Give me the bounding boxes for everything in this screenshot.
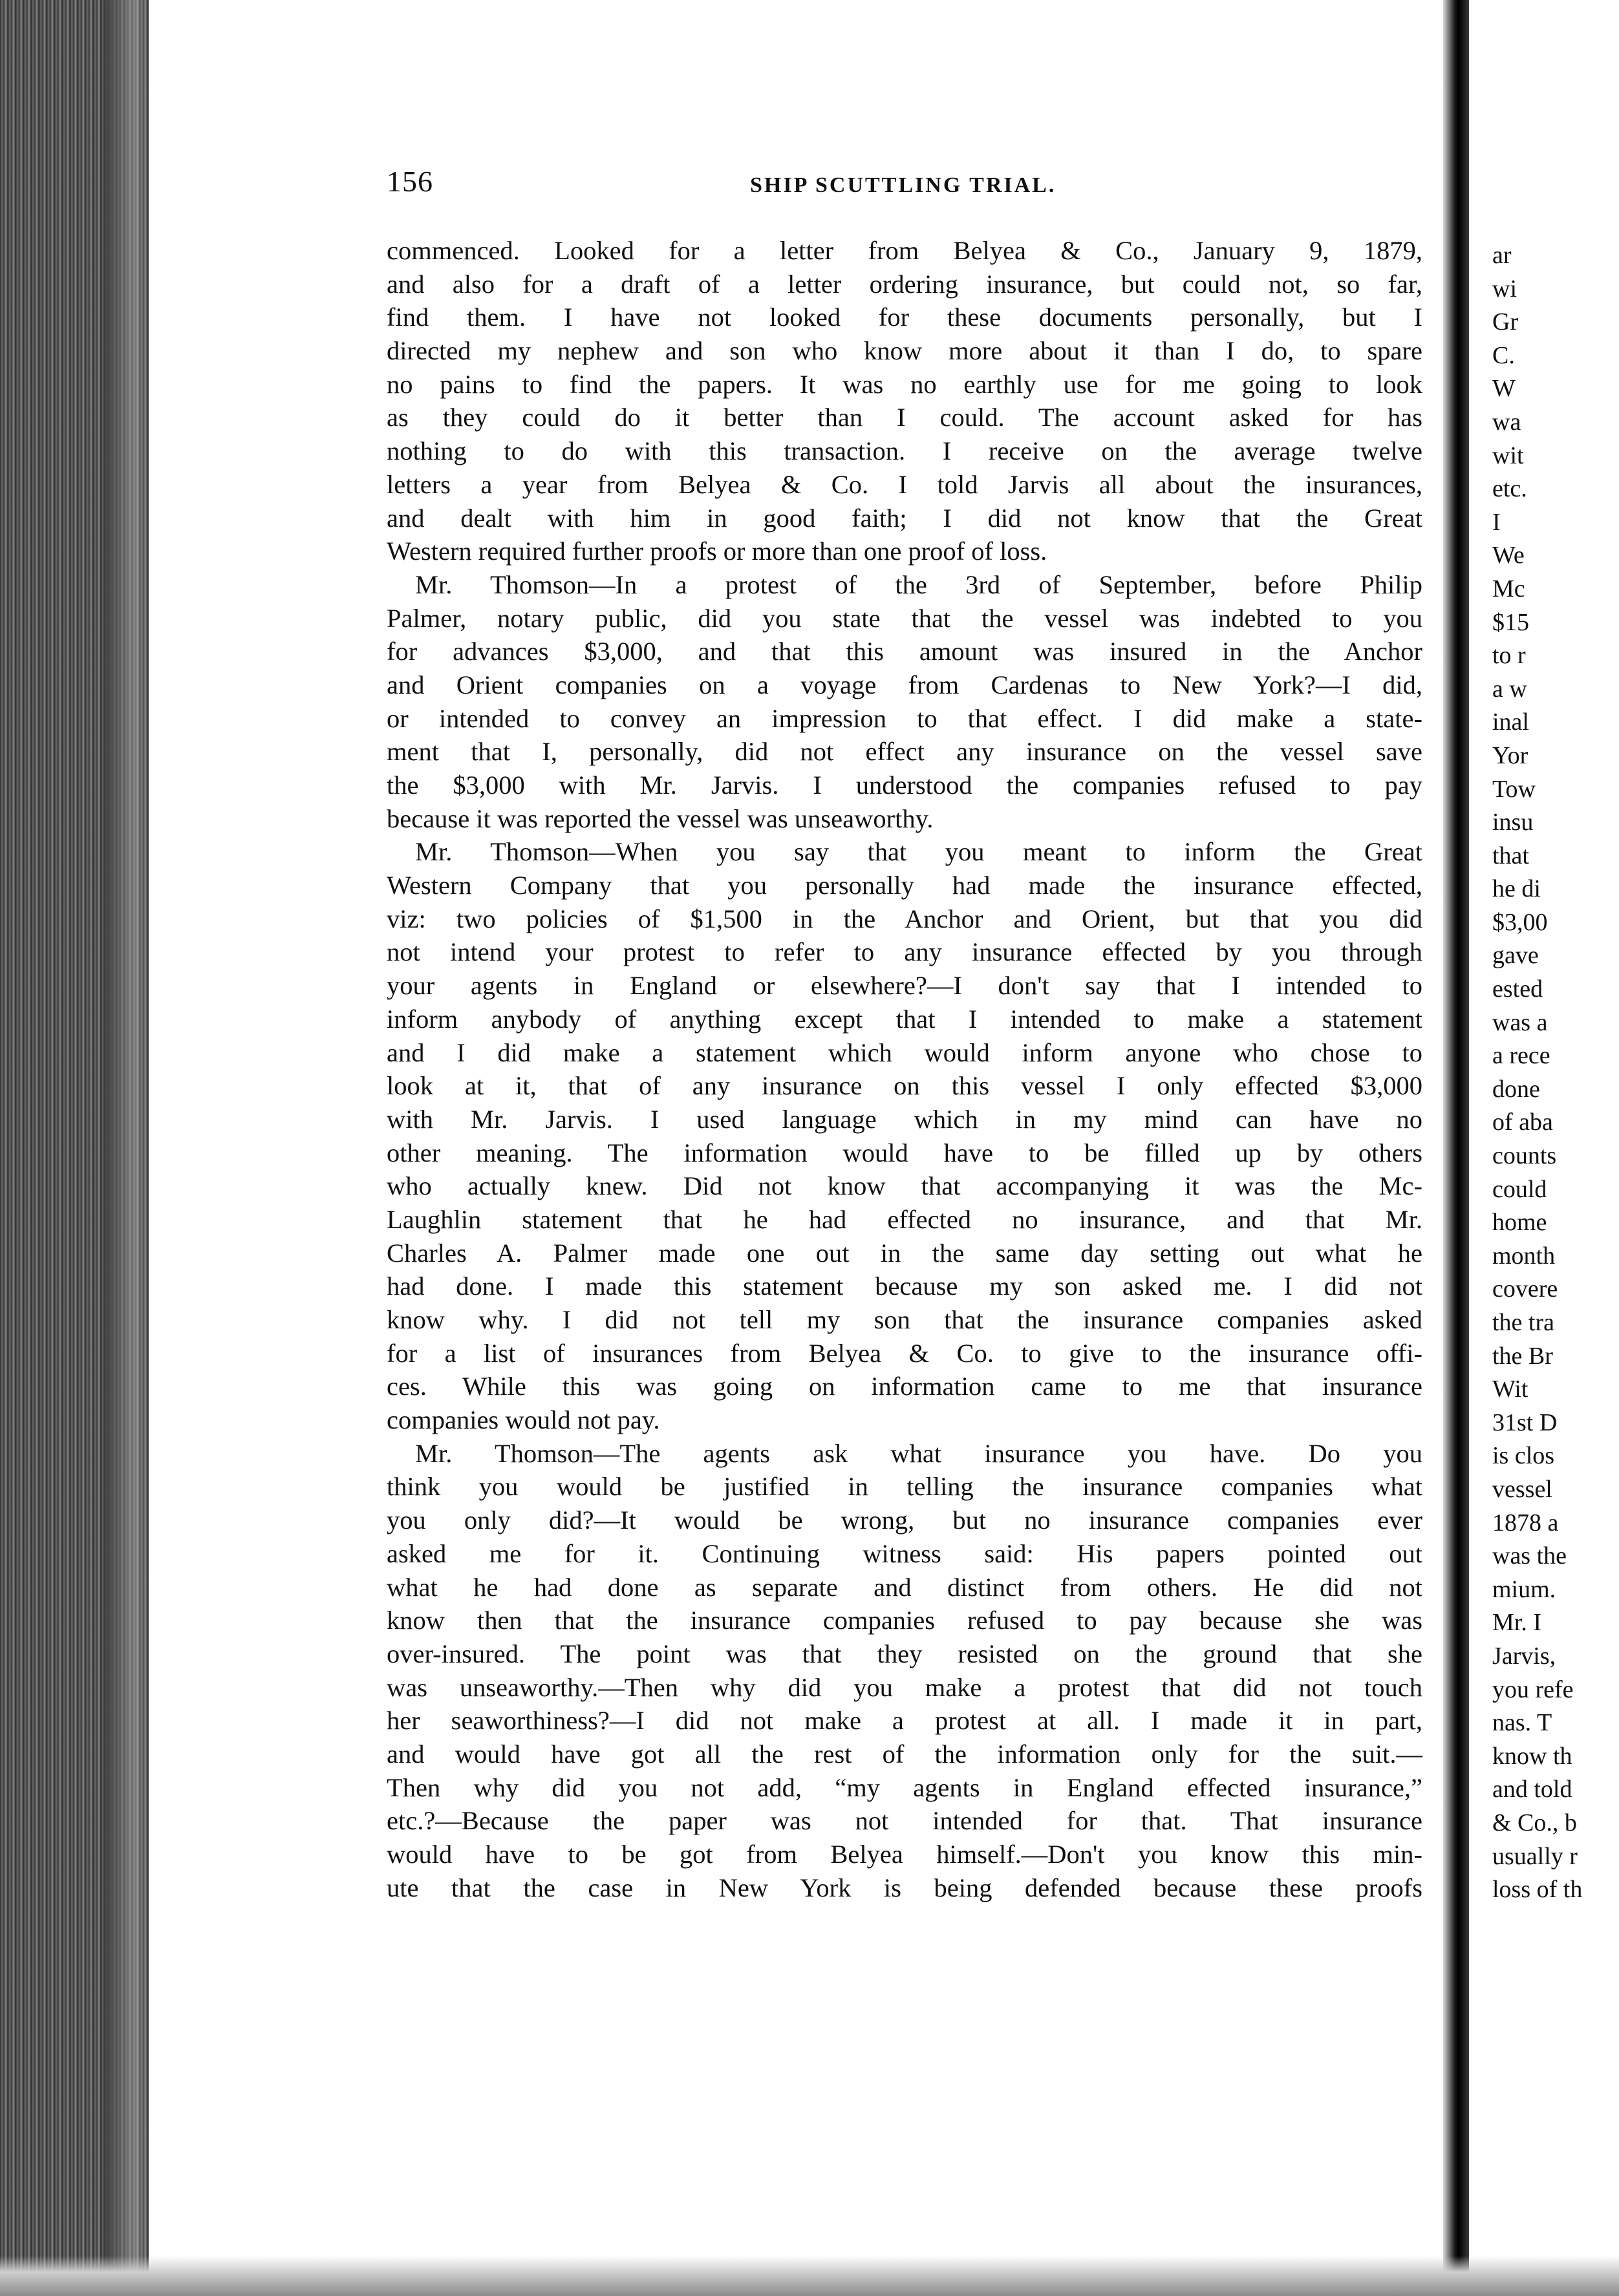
scan-bottom-edge [0, 2256, 1619, 2296]
text-line: what he had done as separate and distinct from others. He did not [387, 1572, 1422, 1602]
facing-line: $3,00 [1492, 908, 1548, 936]
facing-line: the tra [1492, 1309, 1555, 1336]
text-line: nothing to do with this transaction. I receive on the average twelve [387, 436, 1422, 466]
text-line: the $3,000 with Mr. Jarvis. I understood the companies refused to pay [387, 771, 1422, 800]
facing-line: mium. [1492, 1575, 1556, 1603]
body-text [387, 234, 1422, 1904]
text-line: because it was reported the vessel was unseaworthy. [387, 803, 934, 833]
facing-line: & Co., b [1492, 1809, 1577, 1836]
facing-line: know th [1492, 1742, 1572, 1770]
text-line: viz: two policies of $1,500 in the Anchor and Orient, but that you did [387, 904, 1422, 933]
facing-line: you refe [1492, 1675, 1574, 1703]
facing-line: I [1492, 508, 1501, 536]
text-line: Mr. Thomson—In a protest of the 3rd of September, before Philip [415, 569, 1422, 599]
facing-line: done [1492, 1075, 1540, 1103]
facing-line: covere [1492, 1275, 1558, 1303]
facing-line: 1878 a [1492, 1509, 1559, 1536]
text-line: Western Company that you personally had made the insurance effected, [387, 871, 1422, 900]
text-line: who actually knew. Did not know that accompanying it was the Mc- [387, 1171, 1422, 1201]
facing-line: Mr. I [1492, 1609, 1541, 1637]
facing-line: 31st D [1492, 1408, 1558, 1436]
text-line: ute that the case in New York is being defended because these proofs [387, 1873, 1422, 1902]
facing-line: Wit [1492, 1376, 1528, 1403]
facing-line: a rece [1492, 1042, 1550, 1070]
facing-line: usually r [1492, 1842, 1578, 1870]
facing-line: wi [1492, 275, 1517, 303]
text-line: Mr. Thomson—The agents ask what insurance you have. Do you [415, 1438, 1422, 1468]
text-line: with Mr. Jarvis. I used language which in my mind can have no [387, 1104, 1422, 1134]
facing-line: wit [1492, 441, 1524, 469]
text-line: Mr. Thomson—When you say that you meant to inform the Great [415, 837, 1422, 867]
book-gutter [1443, 0, 1469, 2296]
facing-line: and told [1492, 1776, 1572, 1803]
page-number: 156 [387, 165, 433, 198]
text-line: and also for a draft of a letter ordering insurance, but could not, so far, [387, 269, 1422, 299]
text-line: you only did?—It would be wrong, but no insurance companies ever [387, 1505, 1422, 1535]
text-line: no pains to find the papers. It was no earthly use for me going to look [387, 369, 1422, 399]
facing-line: was the [1492, 1542, 1567, 1570]
facing-line: of aba [1492, 1109, 1553, 1136]
facing-line: ested [1492, 975, 1543, 1003]
facing-line: was a [1492, 1008, 1548, 1036]
facing-line: that [1492, 842, 1529, 869]
facing-line: could [1492, 1175, 1547, 1203]
facing-line: home [1492, 1209, 1547, 1237]
text-line: and would have got all the rest of the information only for the suit.— [387, 1739, 1422, 1769]
facing-line: the Br [1492, 1342, 1553, 1370]
text-line: inform anybody of anything except that I intended to make a statement [387, 1004, 1422, 1034]
facing-line: nas. T [1492, 1709, 1552, 1737]
book-edge-shadow [103, 0, 149, 2296]
running-head: SHIP SCUTTLING TRIAL. [750, 173, 1056, 197]
text-line: over-insured. The point was that they resisted on the ground that she [387, 1639, 1422, 1668]
text-line: had done. I made this statement because my son asked me. I did not [387, 1271, 1422, 1301]
text-line: ces. While this was going on information came to me that insurance [387, 1372, 1422, 1401]
text-line: know then that the insurance companies refused to pay because she was [387, 1606, 1422, 1635]
text-line: would have to be got from Belyea himself.—Don't you know this min- [387, 1840, 1422, 1869]
facing-line: etc. [1492, 475, 1527, 503]
facing-line: Jarvis, [1492, 1642, 1556, 1670]
facing-page [1469, 0, 1619, 2296]
facing-line: a w [1492, 675, 1527, 703]
text-line: companies would not pay. [387, 1405, 660, 1435]
facing-line: ar [1492, 242, 1512, 269]
text-line: Palmer, notary public, did you state that the vessel was indebted to you [387, 603, 1422, 633]
facing-line: counts [1492, 1142, 1557, 1170]
text-line: her seaworthiness?—I did not make a protest at all. I made it in part, [387, 1706, 1422, 1736]
facing-line: W [1492, 375, 1516, 403]
facing-line: gave [1492, 942, 1539, 970]
text-line: or intended to convey an impression to that effect. I did make a state- [387, 703, 1422, 733]
facing-line: vessel [1492, 1475, 1552, 1503]
text-line: know why. I did not tell my son that the insurance companies asked [387, 1305, 1422, 1334]
text-line: your agents in England or elsewhere?—I don't say that I intended to [387, 971, 1422, 1001]
text-line: directed my nephew and son who know more about it than I do, to spare [387, 336, 1422, 366]
text-line: asked me for it. Continuing witness said: His papers pointed out [387, 1538, 1422, 1568]
text-line: think you would be justified in telling the insurance companies what [387, 1472, 1422, 1502]
facing-line: month [1492, 1242, 1556, 1270]
text-line: for advances $3,000, and that this amount was insured in the Anchor [387, 637, 1422, 666]
text-line: ment that I, personally, did not effect any insurance on the vessel save [387, 737, 1422, 767]
facing-line: Tow [1492, 775, 1536, 803]
text-line: find them. I have not looked for these documents personally, but I [387, 303, 1422, 332]
facing-page-text [1492, 239, 1619, 1907]
facing-line: inal [1492, 708, 1529, 736]
facing-line: Mc [1492, 575, 1525, 602]
text-line: not intend your protest to refer to any insurance effected by you through [387, 937, 1422, 967]
facing-line: Yor [1492, 741, 1528, 769]
text-line: for a list of insurances from Belyea & Co. to give to the insurance offi- [387, 1338, 1422, 1368]
text-line: Charles A. Palmer made one out in the same day setting out what he [387, 1238, 1422, 1268]
facing-line: C. [1492, 341, 1515, 369]
facing-line: insu [1492, 809, 1534, 836]
facing-line: wa [1492, 408, 1521, 436]
text-line: Laughlin statement that he had effected no insurance, and that Mr. [387, 1204, 1422, 1234]
facing-line: loss of th [1492, 1876, 1583, 1904]
facing-line: is clos [1492, 1442, 1555, 1470]
text-line: commenced. Looked for a letter from Belyea & Co., January 9, 1879, [387, 236, 1422, 265]
facing-line: he di [1492, 875, 1541, 903]
text-line: and dealt with him in good faith; I did not know that the Great [387, 503, 1422, 533]
text-line: Then why did you not add, “my agents in England effected insurance,” [387, 1772, 1422, 1802]
text-line: Western required further proofs or more than one proof of loss. [387, 537, 1047, 566]
facing-line: $15 [1492, 608, 1529, 636]
text-line: as they could do it better than I could. The account asked for has [387, 403, 1422, 432]
text-line: other meaning. The information would have to be filled up by others [387, 1138, 1422, 1167]
facing-line: to r [1492, 642, 1526, 670]
text-line: was unseaworthy.—Then why did you make a protest that did not touch [387, 1672, 1422, 1702]
text-line: and Orient companies on a voyage from Cardenas to New York?—I did, [387, 670, 1422, 699]
text-line: etc.?—Because the paper was not intended for that. That insurance [387, 1806, 1422, 1836]
text-line: look at it, that of any insurance on this vessel I only effected $3,000 [387, 1071, 1422, 1101]
text-line: letters a year from Belyea & Co. I told Jarvis all about the insurances, [387, 469, 1422, 499]
facing-line: Gr [1492, 308, 1519, 336]
facing-line: We [1492, 542, 1525, 569]
text-line: and I did make a statement which would inform anyone who chose to [387, 1037, 1422, 1067]
